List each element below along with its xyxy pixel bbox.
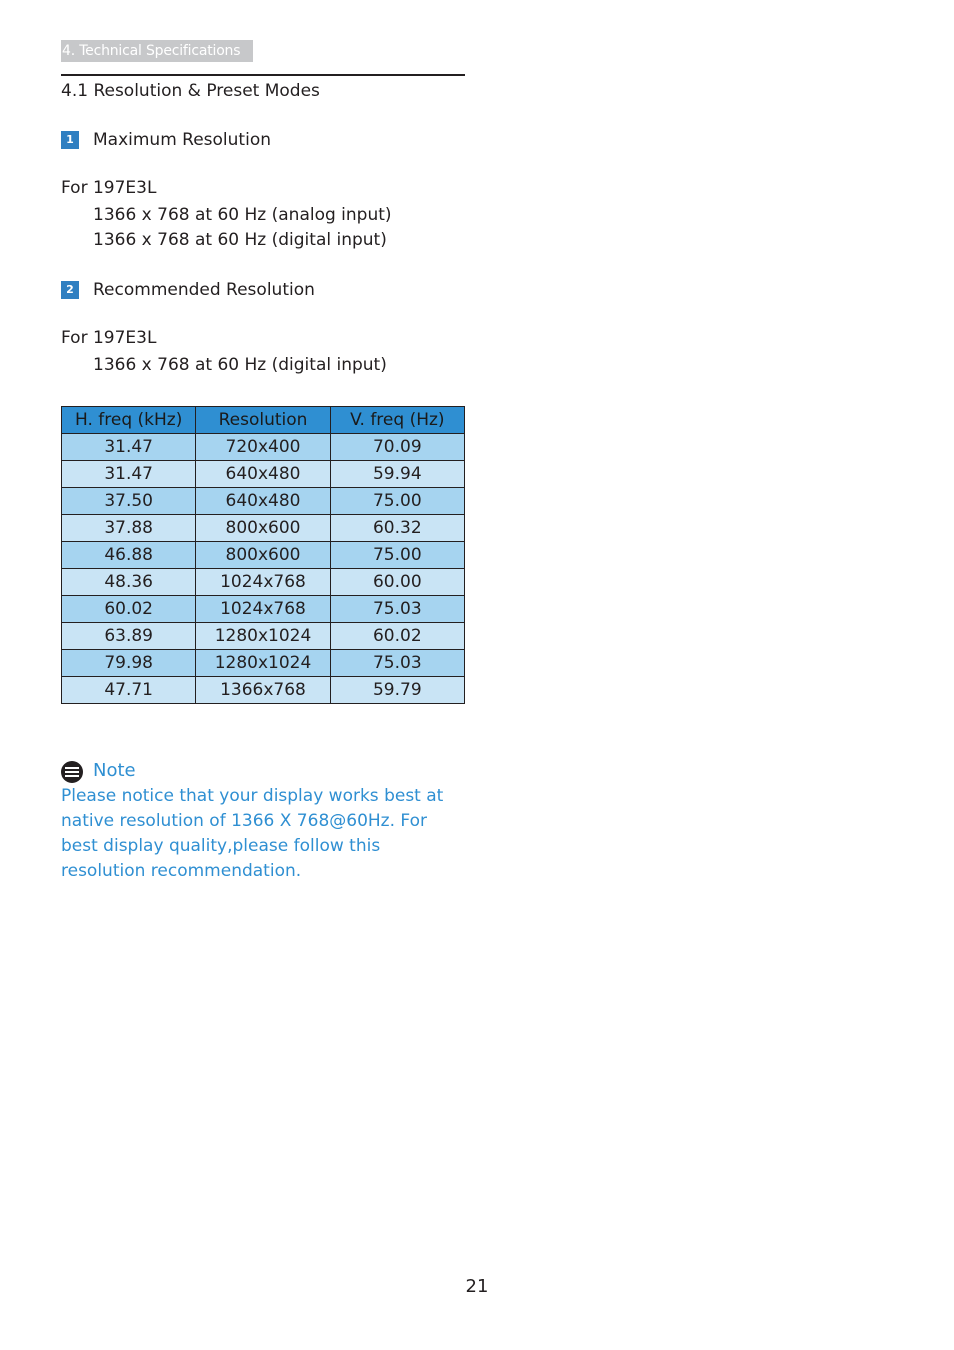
cell-h-freq: 63.89 bbox=[62, 623, 196, 650]
step-badge-1: 1 bbox=[61, 131, 79, 149]
table-row bbox=[62, 461, 465, 488]
cell-v-freq: 75.00 bbox=[330, 542, 464, 569]
table-row bbox=[62, 650, 465, 677]
cell-resolution: 720x400 bbox=[196, 434, 330, 461]
table-row bbox=[62, 542, 465, 569]
cell-h-freq: 31.47 bbox=[62, 434, 196, 461]
section-title: 4.1 Resolution & Preset Modes bbox=[61, 81, 320, 101]
cell-h-freq: 31.47 bbox=[62, 461, 196, 488]
header-resolution: Resolution bbox=[196, 407, 330, 434]
cell-v-freq: 75.03 bbox=[330, 596, 464, 623]
cell-v-freq: 60.32 bbox=[330, 515, 464, 542]
cell-resolution: 800x600 bbox=[196, 515, 330, 542]
cell-v-freq: 60.00 bbox=[330, 569, 464, 596]
cell-resolution: 1280x1024 bbox=[196, 623, 330, 650]
cell-h-freq: 37.88 bbox=[62, 515, 196, 542]
cell-v-freq: 75.00 bbox=[330, 488, 464, 515]
step-badge-2: 2 bbox=[61, 281, 79, 299]
cell-h-freq: 37.50 bbox=[62, 488, 196, 515]
cell-resolution: 1280x1024 bbox=[196, 650, 330, 677]
cell-resolution: 1024x768 bbox=[196, 596, 330, 623]
note-title: Note bbox=[93, 760, 136, 781]
cell-h-freq: 48.36 bbox=[62, 569, 196, 596]
cell-resolution: 800x600 bbox=[196, 542, 330, 569]
table-row bbox=[62, 623, 465, 650]
cell-v-freq: 59.94 bbox=[330, 461, 464, 488]
header-v-freq: V. freq (Hz) bbox=[330, 407, 464, 434]
table-row bbox=[62, 488, 465, 515]
max-resolution-model: For 197E3L bbox=[61, 178, 157, 198]
preset-modes-table bbox=[61, 406, 465, 704]
note-body: Please notice that your display works best at native resolution of 1366 X 768@60Hz. For best display quality,please follow this resolution recommendation. bbox=[61, 786, 444, 881]
table-row bbox=[62, 596, 465, 623]
cell-resolution: 640x480 bbox=[196, 461, 330, 488]
cell-v-freq: 75.03 bbox=[330, 650, 464, 677]
section-divider bbox=[61, 74, 465, 76]
table-row bbox=[62, 569, 465, 596]
cell-resolution: 1024x768 bbox=[196, 569, 330, 596]
note-icon bbox=[61, 761, 83, 783]
table-row bbox=[62, 434, 465, 461]
recommended-resolution-model: For 197E3L bbox=[61, 328, 157, 348]
cell-resolution: 640x480 bbox=[196, 488, 330, 515]
chapter-tab: 4. Technical Specifications bbox=[61, 40, 253, 62]
cell-h-freq: 79.98 bbox=[62, 650, 196, 677]
cell-h-freq: 47.71 bbox=[62, 677, 196, 704]
table-header-row bbox=[62, 407, 465, 434]
header-h-freq: H. freq (kHz) bbox=[62, 407, 196, 434]
page-number: 21 bbox=[465, 1276, 489, 1297]
max-resolution-analog: 1366 x 768 at 60 Hz (analog input) bbox=[93, 205, 392, 225]
cell-v-freq: 60.02 bbox=[330, 623, 464, 650]
recommended-resolution-heading: Recommended Resolution bbox=[93, 280, 315, 300]
cell-resolution: 1366x768 bbox=[196, 677, 330, 704]
cell-v-freq: 59.79 bbox=[330, 677, 464, 704]
max-resolution-heading: Maximum Resolution bbox=[93, 130, 271, 150]
recommended-resolution-digital: 1366 x 768 at 60 Hz (digital input) bbox=[93, 355, 387, 375]
max-resolution-digital: 1366 x 768 at 60 Hz (digital input) bbox=[93, 230, 387, 250]
table-row bbox=[62, 677, 465, 704]
cell-h-freq: 46.88 bbox=[62, 542, 196, 569]
cell-h-freq: 60.02 bbox=[62, 596, 196, 623]
cell-v-freq: 70.09 bbox=[330, 434, 464, 461]
table-row bbox=[62, 515, 465, 542]
